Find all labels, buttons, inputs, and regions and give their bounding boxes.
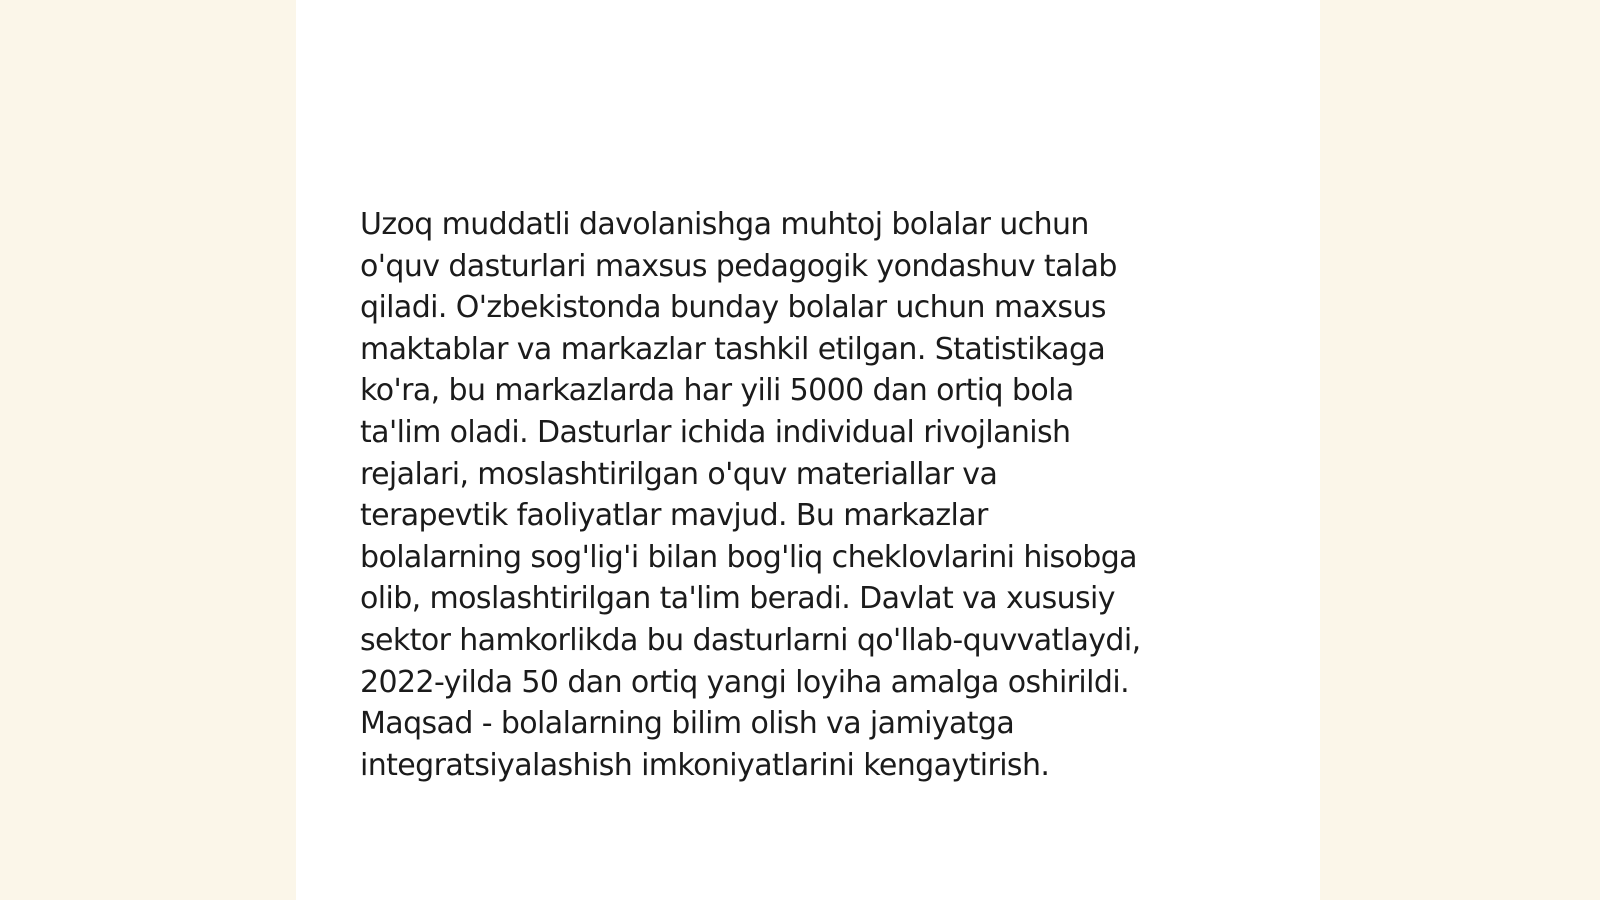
paragraph-line: 2022-yilda 50 dan ortiq yangi loyiha amalga oshirildi. xyxy=(360,664,1130,700)
paragraph-line: ta'lim oladi. Dasturlar ichida individual rivojlanish xyxy=(360,414,1071,450)
paragraph-line: Maqsad - bolalarning bilim olish va jamiyatga xyxy=(360,706,1015,742)
paragraph-line: rejalari, moslashtirilgan o'quv materiallar va xyxy=(360,456,998,492)
paragraph-line: maktablar va markazlar tashkil etilgan. Statistikaga xyxy=(360,331,1106,367)
paragraph-line: Uzoq muddatli davolanishga muhtoj bolalar uchun xyxy=(360,207,1089,242)
paragraph-line: terapevtik faoliyatlar mavjud. Bu markazlar xyxy=(360,498,988,534)
document-page xyxy=(296,0,1320,900)
paragraph-line: sektor hamkorlikda bu dasturlarni qo'llab-quvvatlaydi, xyxy=(360,622,1141,658)
paragraph-line: bolalarning sog'lig'i bilan bog'liq cheklovlarini hisobga xyxy=(360,539,1137,575)
body-paragraph xyxy=(360,204,1260,786)
paragraph-line: o'quv dasturlari maxsus pedagogik yondashuv talab xyxy=(360,248,1117,284)
paragraph-line: ko'ra, bu markazlarda har yili 5000 dan ortiq bola xyxy=(360,373,1074,409)
paragraph-line: olib, moslashtirilgan ta'lim beradi. Davlat va xususiy xyxy=(360,581,1115,617)
paragraph-line: qiladi. O'zbekistonda bunday bolalar uchun maxsus xyxy=(360,290,1106,326)
paragraph-line: integratsiyalashish imkoniyatlarini kengaytirish. xyxy=(360,747,1050,783)
